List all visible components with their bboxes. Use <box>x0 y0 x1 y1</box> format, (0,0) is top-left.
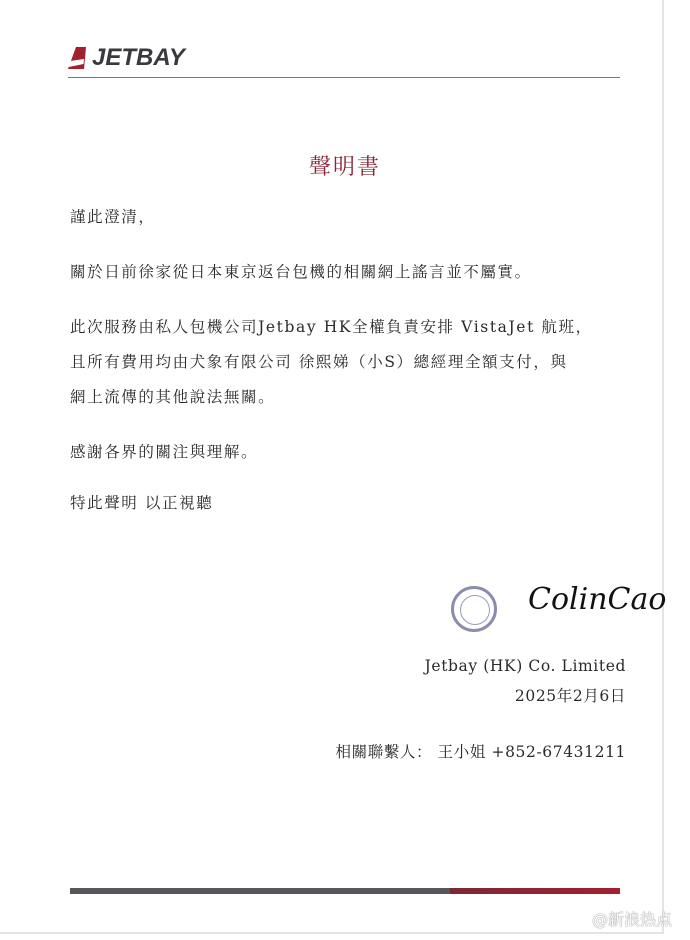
contact: 相關聯繫人： 王小姐 +852-67431211 <box>335 743 626 761</box>
jetbay-logo-icon <box>68 47 88 69</box>
paragraph-3: 感謝各界的關注與理解。 <box>70 443 259 461</box>
paragraph-2-line-3: 網上流傳的其他說法無關。 <box>70 388 276 406</box>
jetbay-logo <box>68 44 185 72</box>
greeting: 謹此澄清， <box>70 208 156 226</box>
footer-bar-gray <box>70 888 450 894</box>
date: 2025年2月6日 <box>514 687 626 705</box>
header-divider <box>68 77 620 78</box>
company-name: Jetbay (HK) Co. Limited <box>424 657 626 675</box>
weibo-watermark: @新浪热点 <box>592 910 673 929</box>
paragraph-4: 特此聲明 以正視聽 <box>70 494 214 512</box>
paragraph-2-line-1: 此次服務由私人包機公司Jetbay HK全權負責安排 VistaJet 航班， <box>70 318 593 336</box>
logo-text: JETBAY <box>92 44 185 71</box>
paragraph-2-line-2: 且所有費用均由犬象有限公司 徐熙娣（小S）總經理全額支付，與 <box>70 353 568 371</box>
paragraph-1: 關於日前徐家從日本東京返台包機的相關網上謠言並不屬實。 <box>70 263 532 281</box>
company-seal <box>451 586 497 632</box>
document-title: 聲明書 <box>308 155 381 180</box>
footer-bar-red <box>450 888 620 894</box>
signature: ColinCao <box>528 582 667 617</box>
